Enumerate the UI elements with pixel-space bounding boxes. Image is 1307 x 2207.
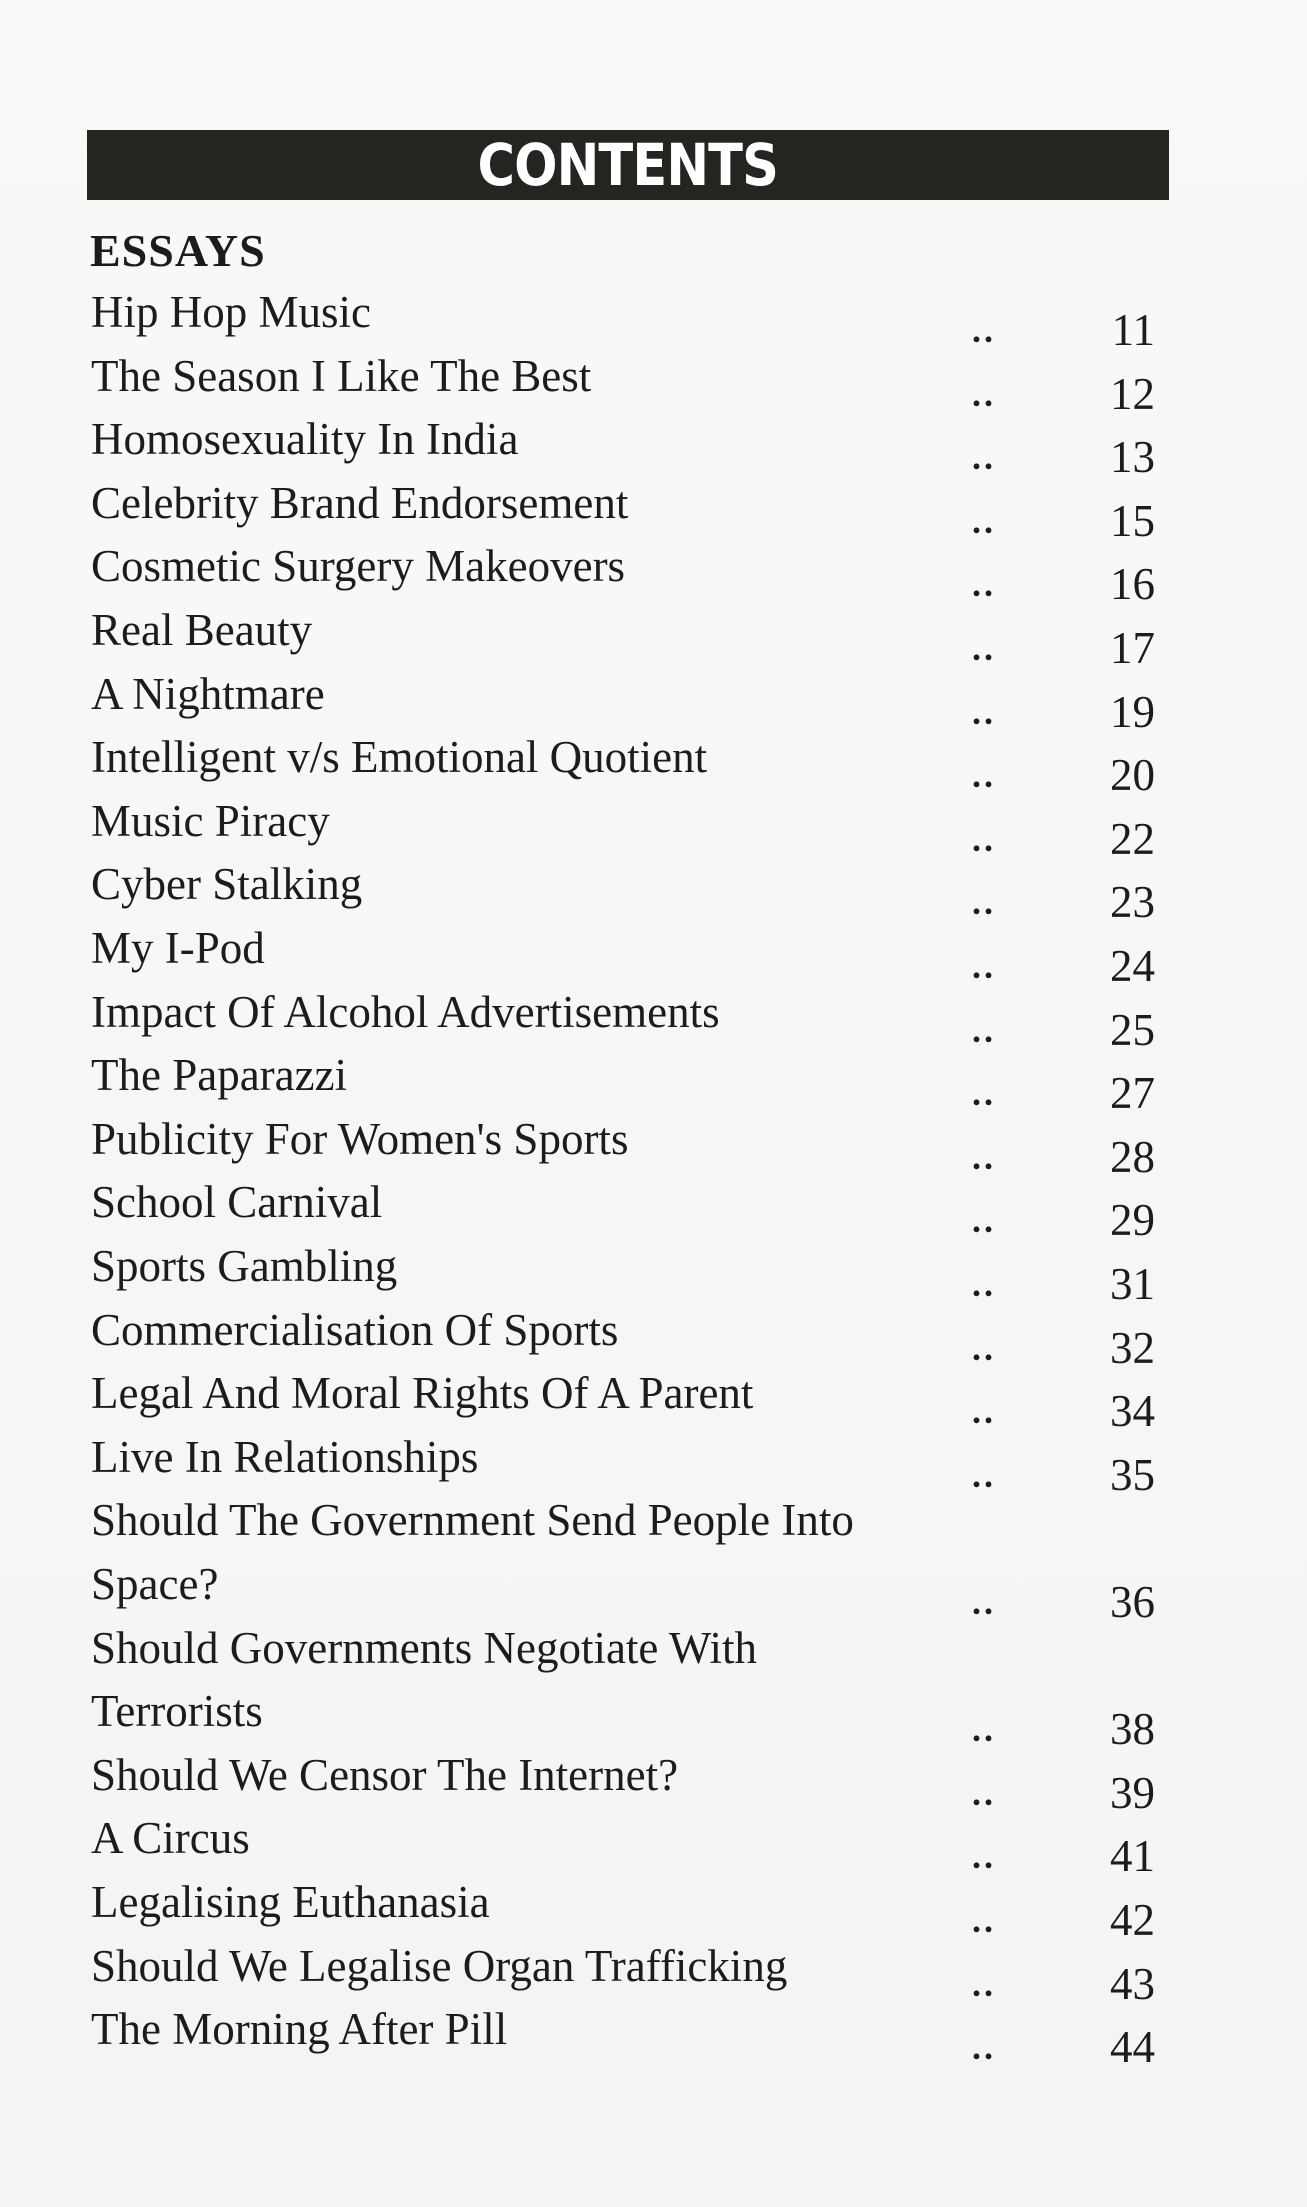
- entry-page-number: 16: [1110, 559, 1155, 610]
- entry-page-number: 28: [1110, 1131, 1155, 1182]
- leader-dots: ..: [972, 1327, 996, 1368]
- leader-dots: ..: [972, 500, 996, 541]
- entry-page-number: 25: [1110, 1004, 1155, 1055]
- entry-title: Cyber Stalking: [91, 859, 363, 910]
- entry-page-number: 29: [1110, 1195, 1155, 1246]
- entry-title: Legal And Moral Rights Of A Parent: [91, 1368, 754, 1419]
- entry-page-number: 38: [1110, 1704, 1155, 1755]
- leader-dots: ..: [972, 628, 996, 668]
- entry-title: Publicity For Women's Sports: [91, 1113, 629, 1164]
- entry-title: Impact Of Alcohol Advertisements: [91, 986, 720, 1037]
- entry-title: Sports Gambling: [91, 1241, 398, 1291]
- leader-dots: ..: [972, 946, 996, 986]
- entry-page-number: 27: [1110, 1068, 1155, 1119]
- leader-dots: ..: [972, 1136, 996, 1177]
- entry-page-number: 20: [1110, 750, 1155, 801]
- entry-page-number: 31: [1110, 1259, 1155, 1309]
- leader-dots: ..: [972, 1836, 996, 1877]
- leader-dots: ..: [972, 310, 996, 350]
- leader-dots: ..: [972, 1264, 996, 1304]
- section-heading: ESSAYS: [90, 225, 266, 276]
- entry-title: My I-Pod: [91, 923, 265, 973]
- entry-title: Legalising Euthanasia: [91, 1877, 490, 1927]
- page-title: CONTENTS: [477, 131, 779, 199]
- entry-page-number: 13: [1110, 432, 1155, 483]
- leader-dots: ..: [972, 691, 996, 732]
- entry-title: Celebrity Brand Endorsement: [91, 477, 629, 528]
- entry-page-number: 15: [1110, 495, 1155, 546]
- entry-page-number: 19: [1110, 686, 1155, 737]
- entry-title: Real Beauty: [91, 605, 313, 655]
- leader-dots: ..: [972, 1073, 996, 1114]
- leader-dots: ..: [972, 437, 996, 478]
- entry-title: The Paparazzi: [91, 1050, 348, 1101]
- entry-page-number: 34: [1110, 1386, 1155, 1437]
- entry-title: Should The Government Send People Into: [91, 1495, 854, 1546]
- entry-page-number: 39: [1110, 1767, 1155, 1818]
- leader-dots: ..: [972, 755, 996, 796]
- leader-dots: ..: [972, 1772, 996, 1813]
- entry-title-continued: Terrorists: [91, 1686, 263, 1737]
- leader-dots: ..: [972, 1582, 996, 1622]
- entry-title: Commercialisation Of Sports: [91, 1304, 619, 1355]
- entry-title: The Season I Like The Best: [91, 350, 592, 401]
- entry-page-number: 35: [1110, 1449, 1155, 1500]
- entry-title: Live In Relationships: [91, 1431, 479, 1482]
- entry-title-continued: Space?: [91, 1559, 219, 1609]
- entry-title: Hip Hop Music: [91, 287, 371, 337]
- entry-page-number: 42: [1110, 1895, 1155, 1945]
- entry-title: Intelligent v/s Emotional Quotient: [91, 732, 708, 783]
- leader-dots: ..: [972, 1391, 996, 1432]
- entry-page-number: 12: [1110, 368, 1155, 419]
- entry-title: Should We Legalise Organ Trafficking: [91, 1940, 788, 1991]
- entry-title: Music Piracy: [91, 795, 330, 846]
- entry-page-number: 44: [1110, 2022, 1155, 2073]
- leader-dots: ..: [972, 882, 996, 923]
- leader-dots: ..: [972, 373, 996, 414]
- entry-title: Cosmetic Surgery Makeovers: [91, 541, 626, 592]
- leader-dots: ..: [972, 1454, 996, 1495]
- entry-page-number: 22: [1110, 813, 1155, 864]
- entry-page-number: 36: [1110, 1577, 1155, 1627]
- entry-title: A Circus: [91, 1813, 250, 1864]
- entry-title: A Nightmare: [91, 668, 325, 719]
- leader-dots: ..: [972, 1900, 996, 1940]
- entry-page-number: 41: [1110, 1831, 1155, 1882]
- contents-banner: [87, 130, 1169, 200]
- leader-dots: ..: [972, 818, 996, 859]
- entry-page-number: 11: [1111, 305, 1155, 355]
- leader-dots: ..: [972, 1200, 996, 1241]
- entry-page-number: 24: [1110, 941, 1155, 991]
- leader-dots: ..: [972, 1009, 996, 1050]
- leader-dots: ..: [972, 564, 996, 605]
- entry-page-number: 17: [1110, 623, 1155, 673]
- leader-dots: ..: [972, 2027, 996, 2068]
- entry-title: The Morning After Pill: [91, 2004, 508, 2055]
- entry-page-number: 32: [1110, 1322, 1155, 1373]
- entry-title: Homosexuality In India: [91, 414, 519, 465]
- entry-title: School Carnival: [91, 1177, 383, 1228]
- entry-title: Should We Censor The Internet?: [91, 1749, 679, 1800]
- leader-dots: ..: [972, 1963, 996, 2004]
- leader-dots: ..: [972, 1709, 996, 1750]
- entry-title: Should Governments Negotiate With: [91, 1622, 758, 1673]
- entry-page-number: 23: [1110, 877, 1155, 928]
- entry-page-number: 43: [1110, 1958, 1155, 2009]
